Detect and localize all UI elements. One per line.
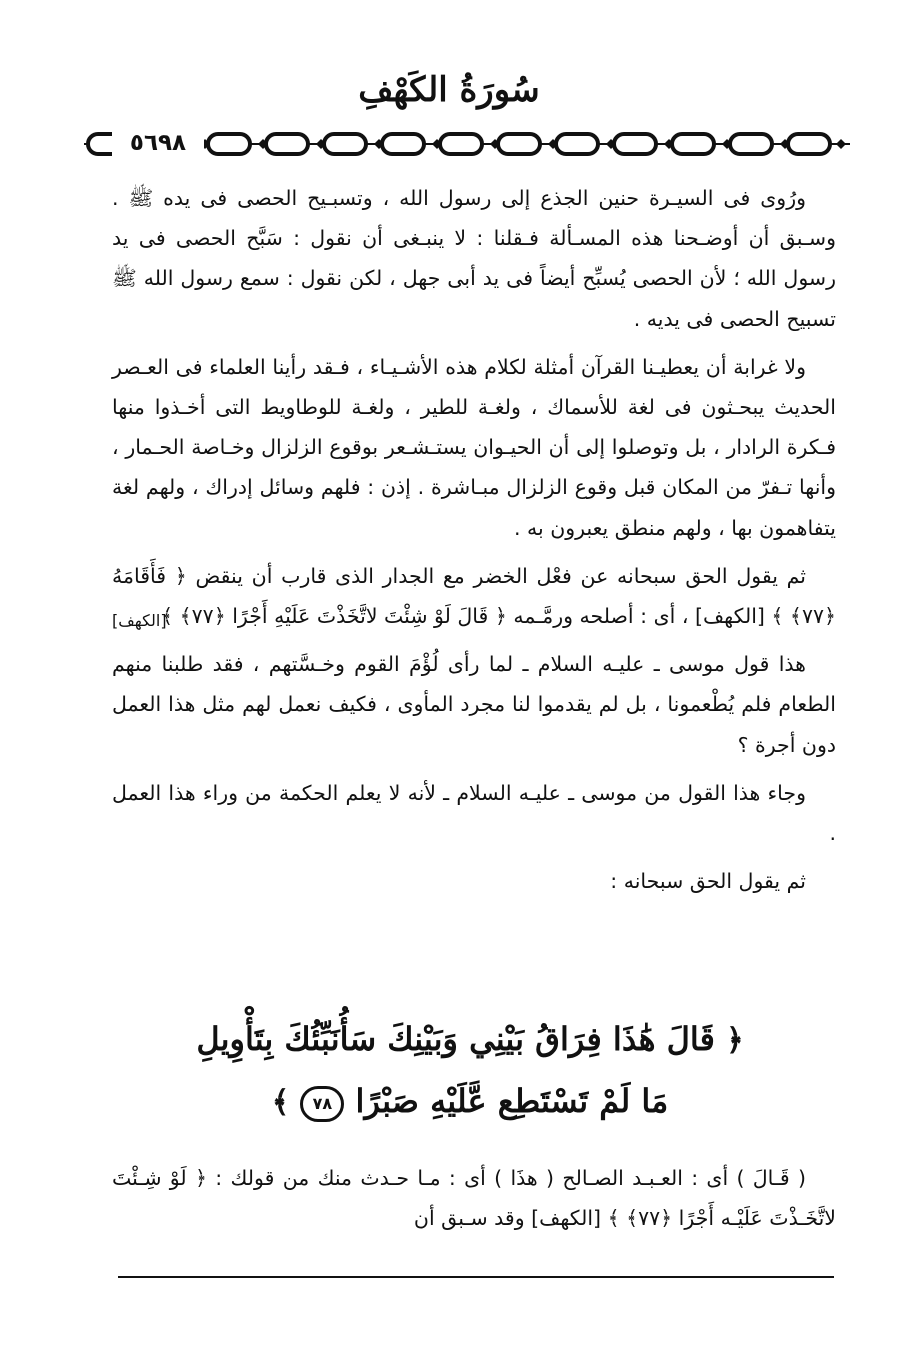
paragraph: وجاء هذا القول من موسى ـ عليـه السلام ـ لأنه لا يعلم الحكمة من وراء هذا العمل . (112, 780, 836, 846)
verse-text: قَالَ هَٰذَا فِرَاقُ بَيْنِي وَبَيْنِكَ سَأُنَبِّئُكَ بِتَأْوِيلِ (196, 1020, 715, 1058)
verse-ornament-icon: ﴾ (271, 1085, 290, 1120)
verse-number-badge: ٧٨ (300, 1086, 344, 1122)
closing-text (112, 1158, 836, 1246)
quran-verse-line (190, 1020, 750, 1058)
paragraph: ولا غرابة أن يعطيـنا القرآن أمثلة لكلام هذه الأشـيـاء ، فـقد رأينا العلماء فى العـصر الحديث يبحـثون فى لغة للأسماك ، ولغـة للطير ، ولغـة للوطاويط التى أخـذوا منها فـكرة الرادار ، بل وتوصلوا إلى أن الحيـوان يستـشـعر بوقوع الزلزال وخـاصة الحـمار ، وأنها تـفرّ من المكان قبل وقوع الزلزال مبـاشرة . إذن : فلهم وسائل إدراك ، ولهم لغة يتفاهمون بها ، ولهم منطق يعبرون به . (112, 354, 836, 540)
verse-ornament-icon: ﴿ (726, 1023, 744, 1058)
paragraph: ثم يقول الحق سبحانه : (610, 869, 806, 894)
quran-verse-line (190, 1082, 750, 1122)
paragraph: هذا قول موسى ـ عليـه السلام ـ لما رأى لُؤْمَ القوم وخـسَّتهم ، فقد طلبنا منهم الطعام فلم يُطْعمونا ، بل لم يقدموا لنا مجرد المأوى ، فكيف نعمل لهم مثل هذا العمل دون أجرة ؟ (112, 652, 836, 757)
main-text (112, 178, 836, 909)
footer-divider (118, 1276, 834, 1278)
surah-reference: [الكهف] (112, 611, 167, 631)
paragraph: ( قَـالَ ) أى : العـبـد الصـالح ( هذَا ) أى : مـا حـدث منك من قولك : ﴿ لَوْ شِـئْتَ لاتَّخَـذْتَ عَلَيْـه أَجْرًا ﴿٧٧﴾ ﴾ [الكهف] وقد سـبق أن (112, 1166, 836, 1231)
paragraph: ورُوى فى السيـرة حنين الجذع إلى رسول الله ، وتسبـيح الحصى فى يده ﷺ . وسـبق أن أوضـحنا هذه المسـألة فـقلنا : لا ينبـغى أن نقول : سَبَّح الحصى فى يد رسول الله ؛ لأن الحصى يُسبِّح أيضاً فى يد أبى جهل ، لكن نقول : سمع رسول الله ﷺ تسبيح الحصى فى يديه . (112, 186, 836, 331)
surah-title: سُورَةُ الكَهْفِ (358, 70, 540, 110)
verse-text: مَا لَمْ تَسْتَطِع عَّلَيْهِ صَبْرًا (355, 1082, 669, 1120)
page-number: ٥٦٩٨ (112, 128, 204, 158)
paragraph: ثم يقول الحق سبحانه عن فعْل الخضر مع الجدار الذى قارب أن ينقض ﴿ فَأَقَامَهُ ﴿٧٧﴾ ﴾ [الكهف] ، أى : أصلحه ورمَّـمه ﴿ قَالَ لَوْ شِئْتَ لاتَّخَذْتَ عَلَيْهِ أَجْرًا ﴿٧٧﴾ ﴾ (112, 563, 836, 629)
